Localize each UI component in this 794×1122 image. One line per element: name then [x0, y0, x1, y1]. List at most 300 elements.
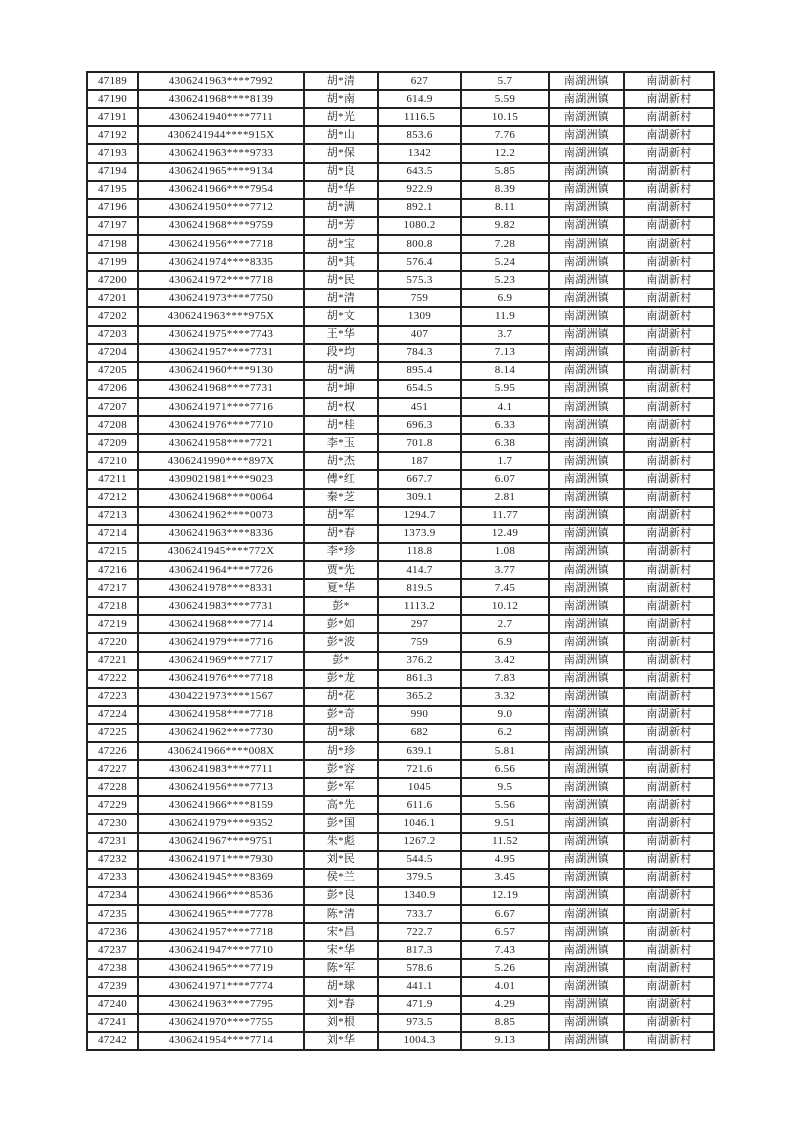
- village-cell: 南湖新村: [624, 633, 714, 651]
- masked-name-cell: 彭*良: [304, 887, 378, 905]
- table-row: [87, 977, 714, 995]
- sequence-number-cell: 47190: [87, 90, 138, 108]
- amount-secondary-cell: 6.38: [461, 434, 549, 452]
- amount-secondary-cell: 9.82: [461, 217, 549, 235]
- sequence-number-cell: 47221: [87, 652, 138, 670]
- table-row: [87, 235, 714, 253]
- village-cell: 南湖新村: [624, 398, 714, 416]
- masked-name-cell: 高*先: [304, 796, 378, 814]
- town-cell: 南湖洲镇: [549, 579, 624, 597]
- town-cell: 南湖洲镇: [549, 869, 624, 887]
- village-cell: 南湖新村: [624, 670, 714, 688]
- table-row: [87, 905, 714, 923]
- amount-secondary-cell: 12.49: [461, 525, 549, 543]
- amount-primary-cell: 759: [378, 633, 461, 651]
- amount-primary-cell: 800.8: [378, 235, 461, 253]
- amount-secondary-cell: 4.29: [461, 996, 549, 1014]
- table-row: [87, 543, 714, 561]
- masked-name-cell: 刘*民: [304, 851, 378, 869]
- table-row: [87, 796, 714, 814]
- table-row: [87, 126, 714, 144]
- sequence-number-cell: 47219: [87, 615, 138, 633]
- table-row: [87, 398, 714, 416]
- amount-secondary-cell: 5.24: [461, 253, 549, 271]
- town-cell: 南湖洲镇: [549, 796, 624, 814]
- sequence-number-cell: 47214: [87, 525, 138, 543]
- masked-name-cell: 刘*华: [304, 1032, 378, 1050]
- table-row: [87, 941, 714, 959]
- table-row: [87, 380, 714, 398]
- amount-secondary-cell: 12.19: [461, 887, 549, 905]
- village-cell: 南湖新村: [624, 72, 714, 90]
- town-cell: 南湖洲镇: [549, 561, 624, 579]
- village-cell: 南湖新村: [624, 307, 714, 325]
- amount-secondary-cell: 8.11: [461, 199, 549, 217]
- town-cell: 南湖洲镇: [549, 289, 624, 307]
- town-cell: 南湖洲镇: [549, 434, 624, 452]
- masked-name-cell: 胡*清: [304, 72, 378, 90]
- town-cell: 南湖洲镇: [549, 543, 624, 561]
- masked-name-cell: 彭*奇: [304, 706, 378, 724]
- town-cell: 南湖洲镇: [549, 398, 624, 416]
- amount-secondary-cell: 6.56: [461, 760, 549, 778]
- table-row: [87, 814, 714, 832]
- village-cell: 南湖新村: [624, 126, 714, 144]
- amount-primary-cell: 990: [378, 706, 461, 724]
- sequence-number-cell: 47199: [87, 253, 138, 271]
- town-cell: 南湖洲镇: [549, 470, 624, 488]
- table-row: [87, 615, 714, 633]
- village-cell: 南湖新村: [624, 724, 714, 742]
- masked-name-cell: 陈*军: [304, 959, 378, 977]
- masked-id-cell: 4306241962****0073: [138, 507, 304, 525]
- sequence-number-cell: 47205: [87, 362, 138, 380]
- masked-id-cell: 4306241979****7716: [138, 633, 304, 651]
- amount-secondary-cell: 3.7: [461, 326, 549, 344]
- amount-primary-cell: 1294.7: [378, 507, 461, 525]
- sequence-number-cell: 47234: [87, 887, 138, 905]
- sequence-number-cell: 47231: [87, 833, 138, 851]
- table-row: [87, 706, 714, 724]
- table-row: [87, 851, 714, 869]
- table-row: [87, 670, 714, 688]
- masked-name-cell: 胡*宝: [304, 235, 378, 253]
- town-cell: 南湖洲镇: [549, 452, 624, 470]
- village-cell: 南湖新村: [624, 615, 714, 633]
- masked-id-cell: 4306241944****915X: [138, 126, 304, 144]
- village-cell: 南湖新村: [624, 905, 714, 923]
- village-cell: 南湖新村: [624, 199, 714, 217]
- masked-id-cell: 4306241950****7712: [138, 199, 304, 217]
- sequence-number-cell: 47220: [87, 633, 138, 651]
- masked-name-cell: 傅*红: [304, 470, 378, 488]
- masked-id-cell: 4306241945****8369: [138, 869, 304, 887]
- amount-secondary-cell: 5.26: [461, 959, 549, 977]
- sequence-number-cell: 47207: [87, 398, 138, 416]
- table-row: [87, 597, 714, 615]
- amount-secondary-cell: 3.32: [461, 688, 549, 706]
- masked-id-cell: 4306241971****7774: [138, 977, 304, 995]
- masked-id-cell: 4306241965****7719: [138, 959, 304, 977]
- table-row: [87, 561, 714, 579]
- masked-name-cell: 胡*桂: [304, 416, 378, 434]
- masked-id-cell: 4306241966****008X: [138, 742, 304, 760]
- amount-primary-cell: 721.6: [378, 760, 461, 778]
- sequence-number-cell: 47193: [87, 144, 138, 162]
- village-cell: 南湖新村: [624, 289, 714, 307]
- table-row: [87, 72, 714, 90]
- table-row: [87, 271, 714, 289]
- masked-id-cell: 4306241990****897X: [138, 452, 304, 470]
- village-cell: 南湖新村: [624, 416, 714, 434]
- village-cell: 南湖新村: [624, 1014, 714, 1032]
- amount-primary-cell: 853.6: [378, 126, 461, 144]
- village-cell: 南湖新村: [624, 561, 714, 579]
- village-cell: 南湖新村: [624, 144, 714, 162]
- sequence-number-cell: 47212: [87, 489, 138, 507]
- table-row: [87, 289, 714, 307]
- town-cell: 南湖洲镇: [549, 833, 624, 851]
- masked-id-cell: 4306241968****0064: [138, 489, 304, 507]
- village-cell: 南湖新村: [624, 543, 714, 561]
- table-row: [87, 760, 714, 778]
- sequence-number-cell: 47195: [87, 181, 138, 199]
- amount-primary-cell: 639.1: [378, 742, 461, 760]
- amount-secondary-cell: 9.5: [461, 778, 549, 796]
- village-cell: 南湖新村: [624, 90, 714, 108]
- sequence-number-cell: 47225: [87, 724, 138, 742]
- masked-name-cell: 胡*军: [304, 507, 378, 525]
- sequence-number-cell: 47226: [87, 742, 138, 760]
- table-row: [87, 416, 714, 434]
- masked-id-cell: 4306241945****772X: [138, 543, 304, 561]
- sequence-number-cell: 47217: [87, 579, 138, 597]
- masked-id-cell: 4306241968****7731: [138, 380, 304, 398]
- amount-primary-cell: 627: [378, 72, 461, 90]
- amount-primary-cell: 297: [378, 615, 461, 633]
- masked-name-cell: 段*均: [304, 344, 378, 362]
- masked-id-cell: 4306241962****7730: [138, 724, 304, 742]
- amount-primary-cell: 1340.9: [378, 887, 461, 905]
- sequence-number-cell: 47224: [87, 706, 138, 724]
- masked-name-cell: 胡*山: [304, 126, 378, 144]
- amount-primary-cell: 1046.1: [378, 814, 461, 832]
- table-row: [87, 724, 714, 742]
- amount-secondary-cell: 9.0: [461, 706, 549, 724]
- masked-id-cell: 4306241976****7710: [138, 416, 304, 434]
- sequence-number-cell: 47209: [87, 434, 138, 452]
- town-cell: 南湖洲镇: [549, 923, 624, 941]
- table-row: [87, 344, 714, 362]
- amount-primary-cell: 451: [378, 398, 461, 416]
- town-cell: 南湖洲镇: [549, 652, 624, 670]
- masked-id-cell: 4306241956****7713: [138, 778, 304, 796]
- table-row: [87, 833, 714, 851]
- amount-primary-cell: 187: [378, 452, 461, 470]
- amount-primary-cell: 682: [378, 724, 461, 742]
- amount-secondary-cell: 4.1: [461, 398, 549, 416]
- amount-secondary-cell: 6.2: [461, 724, 549, 742]
- amount-primary-cell: 759: [378, 289, 461, 307]
- village-cell: 南湖新村: [624, 597, 714, 615]
- town-cell: 南湖洲镇: [549, 235, 624, 253]
- village-cell: 南湖新村: [624, 959, 714, 977]
- amount-primary-cell: 379.5: [378, 869, 461, 887]
- table-row: [87, 869, 714, 887]
- masked-name-cell: 李*珍: [304, 543, 378, 561]
- amount-secondary-cell: 7.45: [461, 579, 549, 597]
- amount-secondary-cell: 7.76: [461, 126, 549, 144]
- amount-secondary-cell: 1.7: [461, 452, 549, 470]
- amount-secondary-cell: 5.85: [461, 163, 549, 181]
- amount-primary-cell: 1113.2: [378, 597, 461, 615]
- amount-primary-cell: 973.5: [378, 1014, 461, 1032]
- town-cell: 南湖洲镇: [549, 670, 624, 688]
- amount-primary-cell: 1004.3: [378, 1032, 461, 1050]
- table-row: [87, 489, 714, 507]
- masked-id-cell: 4306241976****7718: [138, 670, 304, 688]
- village-cell: 南湖新村: [624, 452, 714, 470]
- amount-primary-cell: 817.3: [378, 941, 461, 959]
- masked-name-cell: 胡*满: [304, 199, 378, 217]
- masked-name-cell: 胡*良: [304, 163, 378, 181]
- masked-id-cell: 4306241956****7718: [138, 235, 304, 253]
- masked-name-cell: 彭*如: [304, 615, 378, 633]
- masked-id-cell: 4306241974****8335: [138, 253, 304, 271]
- masked-name-cell: 胡*春: [304, 525, 378, 543]
- amount-primary-cell: 544.5: [378, 851, 461, 869]
- table-row: [87, 887, 714, 905]
- amount-primary-cell: 376.2: [378, 652, 461, 670]
- town-cell: 南湖洲镇: [549, 217, 624, 235]
- town-cell: 南湖洲镇: [549, 814, 624, 832]
- village-cell: 南湖新村: [624, 108, 714, 126]
- masked-id-cell: 4306241957****7731: [138, 344, 304, 362]
- amount-secondary-cell: 10.12: [461, 597, 549, 615]
- village-cell: 南湖新村: [624, 489, 714, 507]
- sequence-number-cell: 47213: [87, 507, 138, 525]
- masked-name-cell: 彭*国: [304, 814, 378, 832]
- table-row: [87, 470, 714, 488]
- sequence-number-cell: 47237: [87, 941, 138, 959]
- masked-name-cell: 胡*满: [304, 362, 378, 380]
- masked-name-cell: 胡*芳: [304, 217, 378, 235]
- amount-secondary-cell: 6.9: [461, 633, 549, 651]
- sequence-number-cell: 47242: [87, 1032, 138, 1050]
- sequence-number-cell: 47223: [87, 688, 138, 706]
- masked-id-cell: 4306241957****7718: [138, 923, 304, 941]
- masked-id-cell: 4306241965****9134: [138, 163, 304, 181]
- village-cell: 南湖新村: [624, 380, 714, 398]
- masked-name-cell: 胡*民: [304, 271, 378, 289]
- amount-primary-cell: 784.3: [378, 344, 461, 362]
- amount-primary-cell: 892.1: [378, 199, 461, 217]
- amount-secondary-cell: 5.7: [461, 72, 549, 90]
- sequence-number-cell: 47201: [87, 289, 138, 307]
- amount-primary-cell: 614.9: [378, 90, 461, 108]
- town-cell: 南湖洲镇: [549, 90, 624, 108]
- masked-id-cell: 4306241970****7755: [138, 1014, 304, 1032]
- sequence-number-cell: 47210: [87, 452, 138, 470]
- masked-id-cell: 4306241966****8536: [138, 887, 304, 905]
- town-cell: 南湖洲镇: [549, 959, 624, 977]
- sequence-number-cell: 47189: [87, 72, 138, 90]
- town-cell: 南湖洲镇: [549, 760, 624, 778]
- village-cell: 南湖新村: [624, 344, 714, 362]
- masked-id-cell: 4306241963****7992: [138, 72, 304, 90]
- amount-secondary-cell: 7.13: [461, 344, 549, 362]
- amount-secondary-cell: 5.23: [461, 271, 549, 289]
- table-row: [87, 579, 714, 597]
- sequence-number-cell: 47215: [87, 543, 138, 561]
- amount-secondary-cell: 8.85: [461, 1014, 549, 1032]
- amount-secondary-cell: 10.15: [461, 108, 549, 126]
- table-row: [87, 199, 714, 217]
- amount-secondary-cell: 5.59: [461, 90, 549, 108]
- table-row: [87, 507, 714, 525]
- masked-name-cell: 胡*文: [304, 307, 378, 325]
- masked-id-cell: 4306241973****7750: [138, 289, 304, 307]
- village-cell: 南湖新村: [624, 181, 714, 199]
- town-cell: 南湖洲镇: [549, 851, 624, 869]
- masked-id-cell: 4306241971****7716: [138, 398, 304, 416]
- town-cell: 南湖洲镇: [549, 615, 624, 633]
- masked-name-cell: 胡*杰: [304, 452, 378, 470]
- masked-id-cell: 4306241968****7714: [138, 615, 304, 633]
- town-cell: 南湖洲镇: [549, 271, 624, 289]
- town-cell: 南湖洲镇: [549, 72, 624, 90]
- amount-primary-cell: 819.5: [378, 579, 461, 597]
- amount-secondary-cell: 9.51: [461, 814, 549, 832]
- town-cell: 南湖洲镇: [549, 724, 624, 742]
- sequence-number-cell: 47191: [87, 108, 138, 126]
- village-cell: 南湖新村: [624, 525, 714, 543]
- sequence-number-cell: 47236: [87, 923, 138, 941]
- sequence-number-cell: 47238: [87, 959, 138, 977]
- table-row: [87, 90, 714, 108]
- village-cell: 南湖新村: [624, 996, 714, 1014]
- amount-primary-cell: 701.8: [378, 434, 461, 452]
- town-cell: 南湖洲镇: [549, 905, 624, 923]
- masked-name-cell: 彭*容: [304, 760, 378, 778]
- town-cell: 南湖洲镇: [549, 144, 624, 162]
- town-cell: 南湖洲镇: [549, 1032, 624, 1050]
- amount-primary-cell: 407: [378, 326, 461, 344]
- masked-name-cell: 王*华: [304, 326, 378, 344]
- masked-id-cell: 4306241975****7743: [138, 326, 304, 344]
- sequence-number-cell: 47233: [87, 869, 138, 887]
- table-row: [87, 362, 714, 380]
- amount-primary-cell: 643.5: [378, 163, 461, 181]
- village-cell: 南湖新村: [624, 977, 714, 995]
- village-cell: 南湖新村: [624, 217, 714, 235]
- village-cell: 南湖新村: [624, 253, 714, 271]
- sequence-number-cell: 47239: [87, 977, 138, 995]
- masked-id-cell: 4306241983****7731: [138, 597, 304, 615]
- masked-id-cell: 4306241983****7711: [138, 760, 304, 778]
- masked-name-cell: 胡*清: [304, 289, 378, 307]
- amount-primary-cell: 441.1: [378, 977, 461, 995]
- amount-primary-cell: 922.9: [378, 181, 461, 199]
- amount-secondary-cell: 7.43: [461, 941, 549, 959]
- sequence-number-cell: 47216: [87, 561, 138, 579]
- town-cell: 南湖洲镇: [549, 108, 624, 126]
- masked-name-cell: 胡*南: [304, 90, 378, 108]
- amount-primary-cell: 654.5: [378, 380, 461, 398]
- masked-name-cell: 朱*彪: [304, 833, 378, 851]
- amount-primary-cell: 1080.2: [378, 217, 461, 235]
- town-cell: 南湖洲镇: [549, 181, 624, 199]
- amount-primary-cell: 1342: [378, 144, 461, 162]
- amount-secondary-cell: 4.95: [461, 851, 549, 869]
- sequence-number-cell: 47194: [87, 163, 138, 181]
- amount-secondary-cell: 3.45: [461, 869, 549, 887]
- table-row: [87, 253, 714, 271]
- town-cell: 南湖洲镇: [549, 344, 624, 362]
- amount-primary-cell: 576.4: [378, 253, 461, 271]
- amount-secondary-cell: 9.13: [461, 1032, 549, 1050]
- masked-id-cell: 4306241954****7714: [138, 1032, 304, 1050]
- masked-id-cell: 4306241966****8159: [138, 796, 304, 814]
- masked-id-cell: 4306241968****8139: [138, 90, 304, 108]
- village-cell: 南湖新村: [624, 869, 714, 887]
- masked-id-cell: 4306241972****7718: [138, 271, 304, 289]
- sequence-number-cell: 47208: [87, 416, 138, 434]
- town-cell: 南湖洲镇: [549, 126, 624, 144]
- village-cell: 南湖新村: [624, 760, 714, 778]
- amount-primary-cell: 1267.2: [378, 833, 461, 851]
- village-cell: 南湖新村: [624, 887, 714, 905]
- sequence-number-cell: 47218: [87, 597, 138, 615]
- table-row: [87, 959, 714, 977]
- table-row: [87, 1032, 714, 1050]
- village-cell: 南湖新村: [624, 271, 714, 289]
- sequence-number-cell: 47232: [87, 851, 138, 869]
- amount-secondary-cell: 2.81: [461, 489, 549, 507]
- table-row: [87, 688, 714, 706]
- table-row: [87, 434, 714, 452]
- table-row: [87, 181, 714, 199]
- amount-primary-cell: 1373.9: [378, 525, 461, 543]
- masked-name-cell: 宋*华: [304, 941, 378, 959]
- masked-name-cell: 胡*球: [304, 724, 378, 742]
- masked-id-cell: 4306241958****7718: [138, 706, 304, 724]
- masked-name-cell: 胡*华: [304, 181, 378, 199]
- table-row: [87, 996, 714, 1014]
- village-cell: 南湖新村: [624, 923, 714, 941]
- masked-name-cell: 彭*波: [304, 633, 378, 651]
- sequence-number-cell: 47200: [87, 271, 138, 289]
- village-cell: 南湖新村: [624, 796, 714, 814]
- masked-name-cell: 秦*芝: [304, 489, 378, 507]
- sequence-number-cell: 47228: [87, 778, 138, 796]
- record-table: [86, 71, 715, 1051]
- amount-secondary-cell: 11.52: [461, 833, 549, 851]
- table-row: [87, 778, 714, 796]
- masked-name-cell: 李*玉: [304, 434, 378, 452]
- village-cell: 南湖新村: [624, 706, 714, 724]
- amount-primary-cell: 1045: [378, 778, 461, 796]
- masked-name-cell: 宋*昌: [304, 923, 378, 941]
- masked-id-cell: 4306241965****7778: [138, 905, 304, 923]
- town-cell: 南湖洲镇: [549, 977, 624, 995]
- town-cell: 南湖洲镇: [549, 416, 624, 434]
- town-cell: 南湖洲镇: [549, 380, 624, 398]
- masked-id-cell: 4306241947****7710: [138, 941, 304, 959]
- masked-name-cell: 胡*花: [304, 688, 378, 706]
- amount-secondary-cell: 8.39: [461, 181, 549, 199]
- amount-primary-cell: 733.7: [378, 905, 461, 923]
